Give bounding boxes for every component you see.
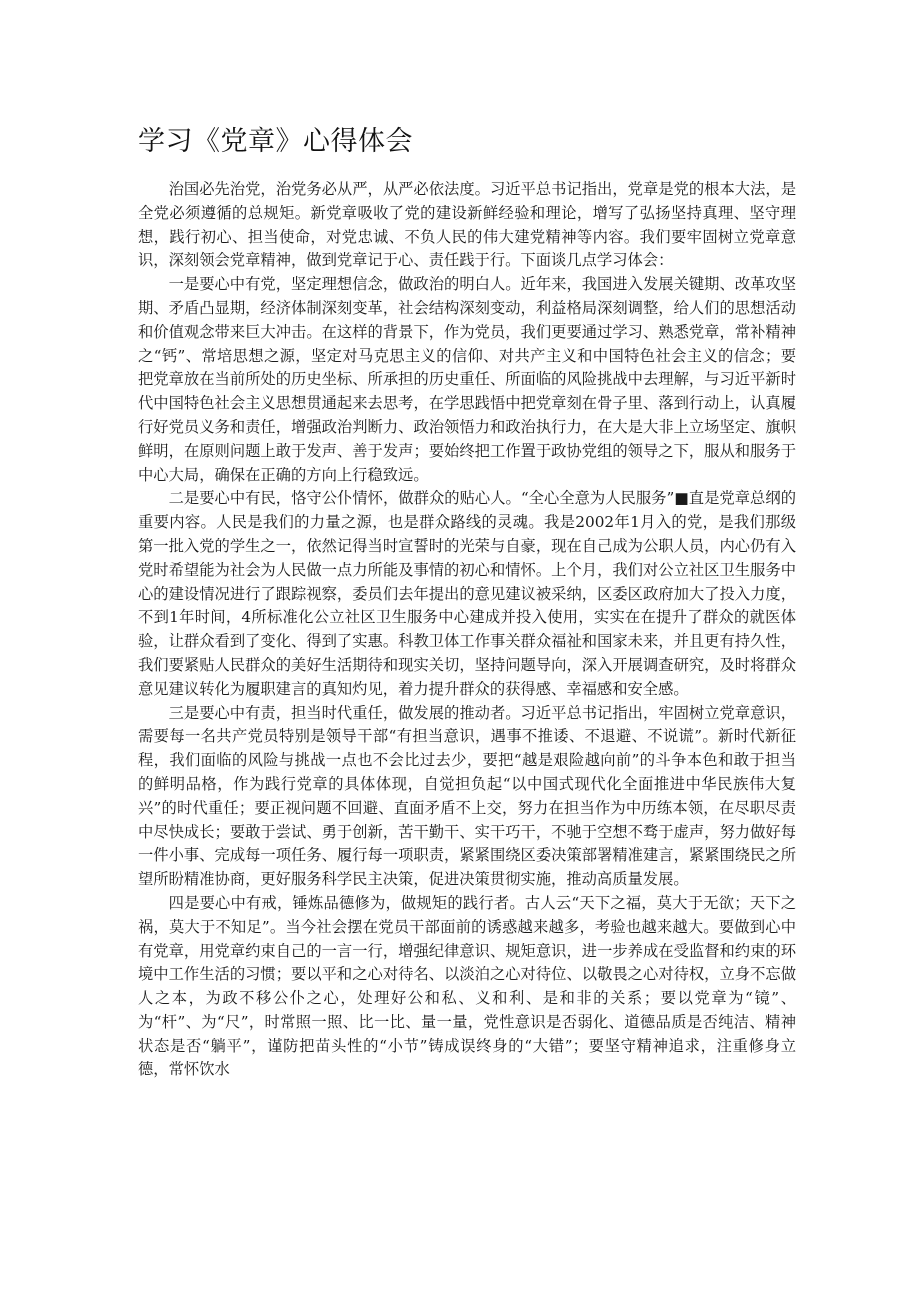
paragraph-party: 一是要心中有党，坚定理想信念，做政治的明白人。近年来，我国进入发展关键期、改革攻坚期、矛盾凸显期，经济体制深刻变革，社会结构深刻变动，利益格局深刻调整，给人们的思想活动和价值观念带来巨大冲击。在这样的背景下，作为党员，我们更要通过学习、熟悉党章，常补精神之“钙”、常培思想之源，坚定对马克思主义的信仰、对共产主义和中国特色社会主义的信念；要把党章放在当前所处的历史坐标、所承担的历史重任、所面临的风险挑战中去理解，与习近平新时代中国特色社会主义思想贯通起来去思考，在学思践悟中把党章刻在骨子里、落到行动上，认真履行好党员义务和责任，增强政治判断力、政治领悟力和政治执行力，在大是大非上立场坚定、旗帜鲜明，在原则问题上敢于发声、善于发声；要始终把工作置于政协党组的领导之下，服从和服务于中心大局，确保在正确的方向上行稳致远。 bbox=[138, 275, 796, 484]
intro-paragraph: 治国必先治党，治党务必从严，从严必依法度。习近平总书记指出，党章是党的根本大法，是全党必须遵循的总规矩。新党章吸收了党的建设新鲜经验和理论，增写了弘扬坚持真理、坚守理想，践行初心、担当使命，对党忠诚、不负人民的伟大建党精神等内容。我们要牢固树立党章意识，深刻领会党章精神，做到党章记于心、责任践于行。下面谈几点学习体会： bbox=[138, 180, 796, 270]
paragraph-discipline: 四是要心中有戒，锤炼品德修为，做规矩的践行者。古人云“天下之福，莫大于无欲；天下之祸，莫大于不知足”。当今社会摆在党员干部面前的诱惑越来越多，考验也越来越大。要做到心中有党章，用党章约束自己的一言一行，增强纪律意识、规矩意识，进一步养成在受监督和约束的环境中工作生活的习惯；要以平和之心对待名、以淡泊之心对待位、以敬畏之心对待权，立身不忘做人之本，为政不移公仆之心，处理好公和私、义和利、是和非的关系；要以党章为“镜”、为“杆”、为“尺”，时常照一照、比一比、量一量，党性意识是否弱化、道德品质是否纯洁、精神状态是否“躺平”，谨防把苗头性的“小节”铸成误终身的“大错”；要坚守精神追求，注重修身立德，常怀饮水 bbox=[138, 893, 796, 1079]
document-title: 学习《党章》心得体会 bbox=[138, 126, 413, 157]
paragraph-people: 二是要心中有民，恪守公仆情怀，做群众的贴心人。“全心全意为人民服务”■直是党章总纲的重要内容。人民是我们的力量之源，也是群众路线的灵魂。我是2002年1月入的党，是我们那级第一批入党的学生之一，依然记得当时宣誓时的光荣与自豪，现在自己成为公职人员，内心仍有入党时希望能为社会为人民做一点力所能及事情的初心和情怀。上个月，我们对公立社区卫生服务中心的建设情况进行了跟踪视察，委员们去年提出的意见建议被采纳，区委区政府加大了投入力度，不到1年时间，4所标准化公立社区卫生服务中心建成并投入使用，实实在在提升了群众的就医体验，让群众看到了变化、得到了实惠。科教卫体工作事关群众福祉和国家未来，并且更有持久性，我们要紧贴人民群众的美好生活期待和现实关切，坚持问题导向，深入开展调查研究，及时将群众意见建议转化为履职建言的真知灼见，着力提升群众的获得感、幸福感和安全感。 bbox=[138, 489, 796, 698]
paragraph-responsibility: 三是要心中有责，担当时代重任，做发展的推动者。习近平总书记指出，牢固树立党章意识，需要每一名共产党员特别是领导干部“有担当意识，遇事不推诿、不退避、不说谎”。新时代新征程，我们面临的风险与挑战一点也不会比过去少，要把“越是艰险越向前”的斗争本色和敢于担当的鲜明品格，作为践行党章的具体体现，自觉担负起“以中国式现代化全面推进中华民族伟大复兴”的时代重任；要正视问题不回避、直面矛盾不上交，努力在担当作为中历练本领，在尽职尽责中尽快成长；要敢于尝试、勇于创新，苦干勤干、实干巧干，不驰于空想不骛于虚声，努力做好每一件小事、完成每一项任务、履行每一项职责，紧紧围绕区委决策部署精准建言，紧紧围绕民之所望所盼精准协商，更好服务科学民主决策，促进决策贯彻实施，推动高质量发展。 bbox=[138, 703, 796, 889]
document-page bbox=[138, 122, 796, 1082]
